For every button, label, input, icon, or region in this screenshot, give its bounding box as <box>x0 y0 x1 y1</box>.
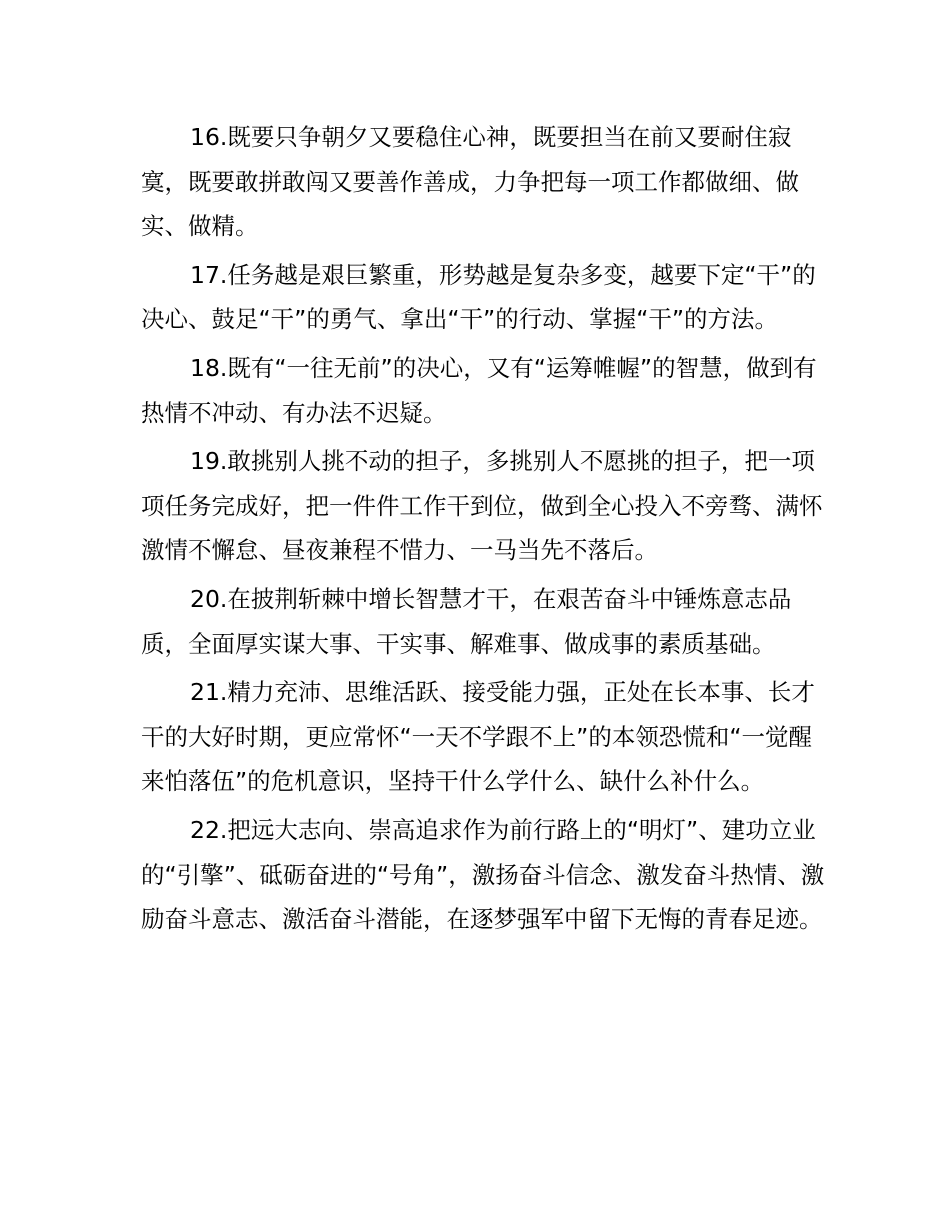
paragraph-21: 21.精力充沛、思维活跃、接受能力强，正处在长本事、长才干的大好时期，更应常怀“一天不学跟不上”的本领恐慌和“一觉醒来怕落伍”的危机意识，坚持干什么学什么、缺什么补什么。 <box>141 678 815 796</box>
paragraph-19: 19.敢挑别人挑不动的担子，多挑别人不愿挑的担子，把一项项任务完成好，把一件件工作干到位，做到全心投入不旁骛、满怀激情不懈怠、昼夜兼程不惜力、一马当先不落后。 <box>141 447 823 565</box>
paragraph-20: 20.在披荆斩棘中增长智慧才干，在艰苦奋斗中锤炼意志品质，全面厚实谋大事、干实事、解难事、做成事的素质基础。 <box>141 584 792 658</box>
paragraph-18: 18.既有“一往无前”的决心，又有“运筹帷幄”的智慧，做到有热情不冲动、有办法不迟疑。 <box>141 353 817 427</box>
paragraph-22: 22.把远大志向、崇高追求作为前行路上的“明灯”、建功立业的“引擎”、砥砺奋进的“号角”，激扬奋斗信念、激发奋斗热情、激励奋斗意志、激活奋斗潜能，在逐梦强军中留下无悔的青春足迹。 <box>141 815 825 934</box>
paragraph-17: 17.任务越是艰巨繁重，形势越是复杂多变，越要下定“干”的决心、鼓足“干”的勇气、拿出“干”的行动、掌握“干”的方法。 <box>141 260 816 334</box>
paragraph-16: 16.既要只争朝夕又要稳住心神，既要担当在前又要耐住寂寞，既要敢拼敢闯又要善作善成，力争把每一项工作都做细、做实、做精。 <box>141 123 799 241</box>
document-page <box>141 115 831 946</box>
